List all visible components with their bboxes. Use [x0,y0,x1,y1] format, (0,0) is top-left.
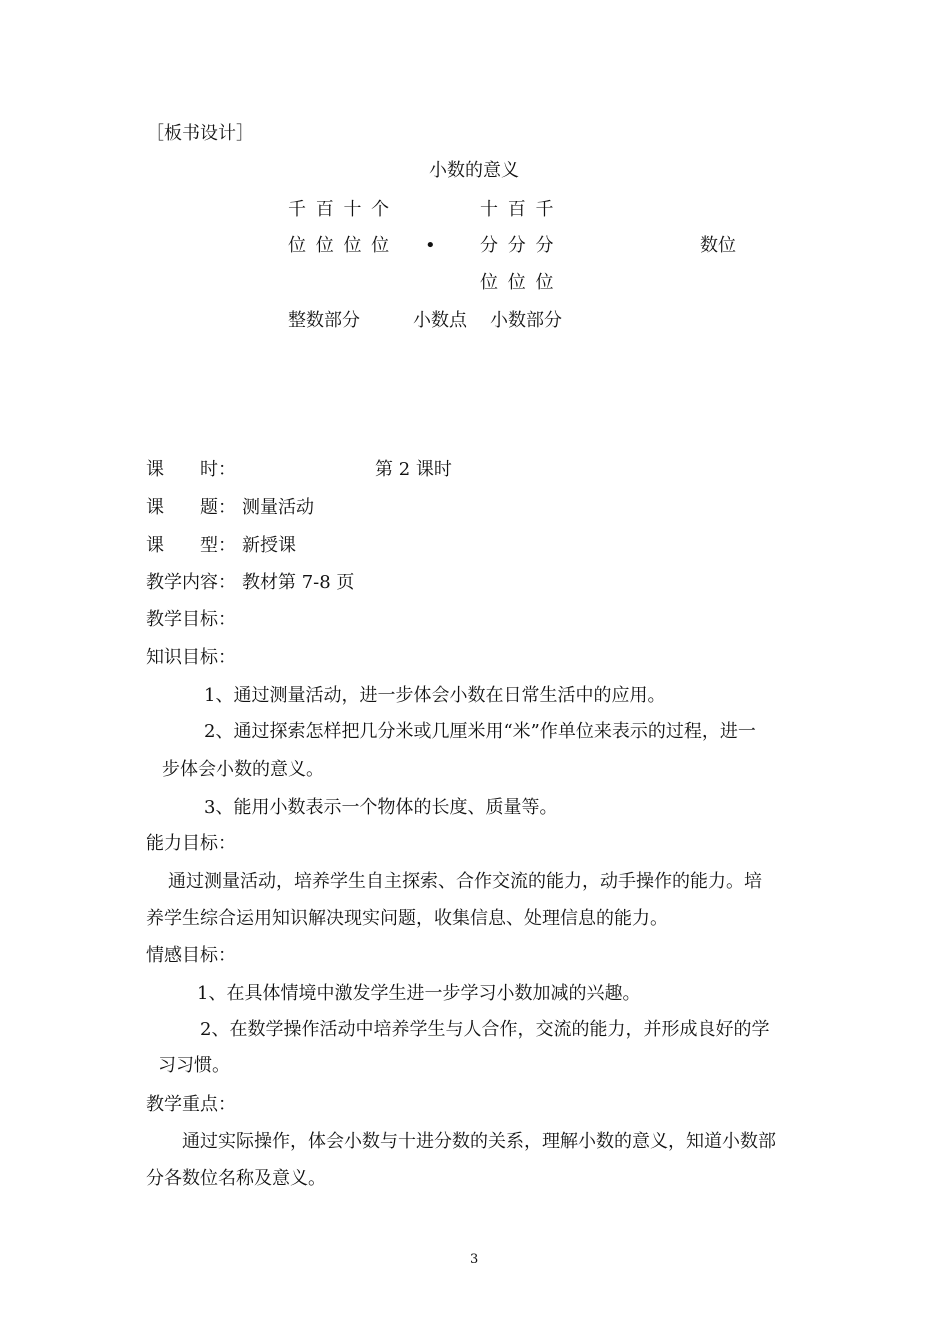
topic-value: 测量活动 [242,497,314,518]
key-points-line-2: 分各数位名称及意义。 [146,1168,326,1189]
board-title: 小数的意义 [429,160,519,181]
emotion-item-2-line2: 习习惯。 [158,1055,230,1076]
period-value: 第 2 课时 [375,459,452,480]
knowledge-item-3: 3、能用小数表示一个物体的长度、质量等。 [204,797,558,818]
knowledge-item-1: 1、通过测量活动，进一步体会小数在日常生活中的应用。 [204,685,666,706]
knowledge-heading: 知识目标： [146,647,236,668]
integer-places-row1: 千 百 十 个 [288,199,392,220]
decimal-part-label: 小数部分 [490,310,562,331]
ability-heading: 能力目标： [146,833,236,854]
key-points-line-1: 通过实际操作，体会小数与十进分数的关系，理解小数的意义，知道小数部 [182,1131,776,1152]
decimal-places-row1: 十 百 千 [480,199,556,220]
period-label: 课 时： [146,459,236,480]
type-value: 新授课 [242,535,296,556]
page-number: 3 [470,1252,479,1267]
decimal-point-symbol: • [425,235,436,256]
decimal-places-row2: 分 分 分 [480,235,556,256]
goals-label: 教学目标： [146,609,236,630]
ability-line-1: 通过测量活动，培养学生自主探索、合作交流的能力，动手操作的能力。培 [168,871,762,892]
type-label: 课 型： [146,535,236,556]
ability-line-2: 养学生综合运用知识解决现实问题，收集信息、处理信息的能力。 [146,908,668,929]
emotion-item-1: 1、在具体情境中激发学生进一步学习小数加减的兴趣。 [197,983,641,1004]
board-design-heading: ［板书设计］ [146,123,254,144]
key-points-heading: 教学重点： [146,1094,236,1115]
integer-part-label: 整数部分 [288,310,360,331]
decimal-point-label: 小数点 [413,310,467,331]
decimal-places-row3: 位 位 位 [480,272,556,293]
knowledge-item-2-line2: 步体会小数的意义。 [162,759,324,780]
topic-label: 课 题： [146,497,236,518]
emotion-item-2-line1: 2、在数学操作活动中培养学生与人合作，交流的能力，并形成良好的学 [200,1019,770,1040]
content-value: 教材第 7-8 页 [242,572,355,593]
content-label: 教学内容： [146,572,236,593]
integer-places-row2: 位 位 位 位 [288,235,392,256]
knowledge-item-2-line1: 2、通过探索怎样把几分米或几厘米用“米”作单位来表示的过程，进一 [204,721,756,742]
emotion-heading: 情感目标： [146,945,236,966]
digit-place-label: 数位 [700,235,736,256]
